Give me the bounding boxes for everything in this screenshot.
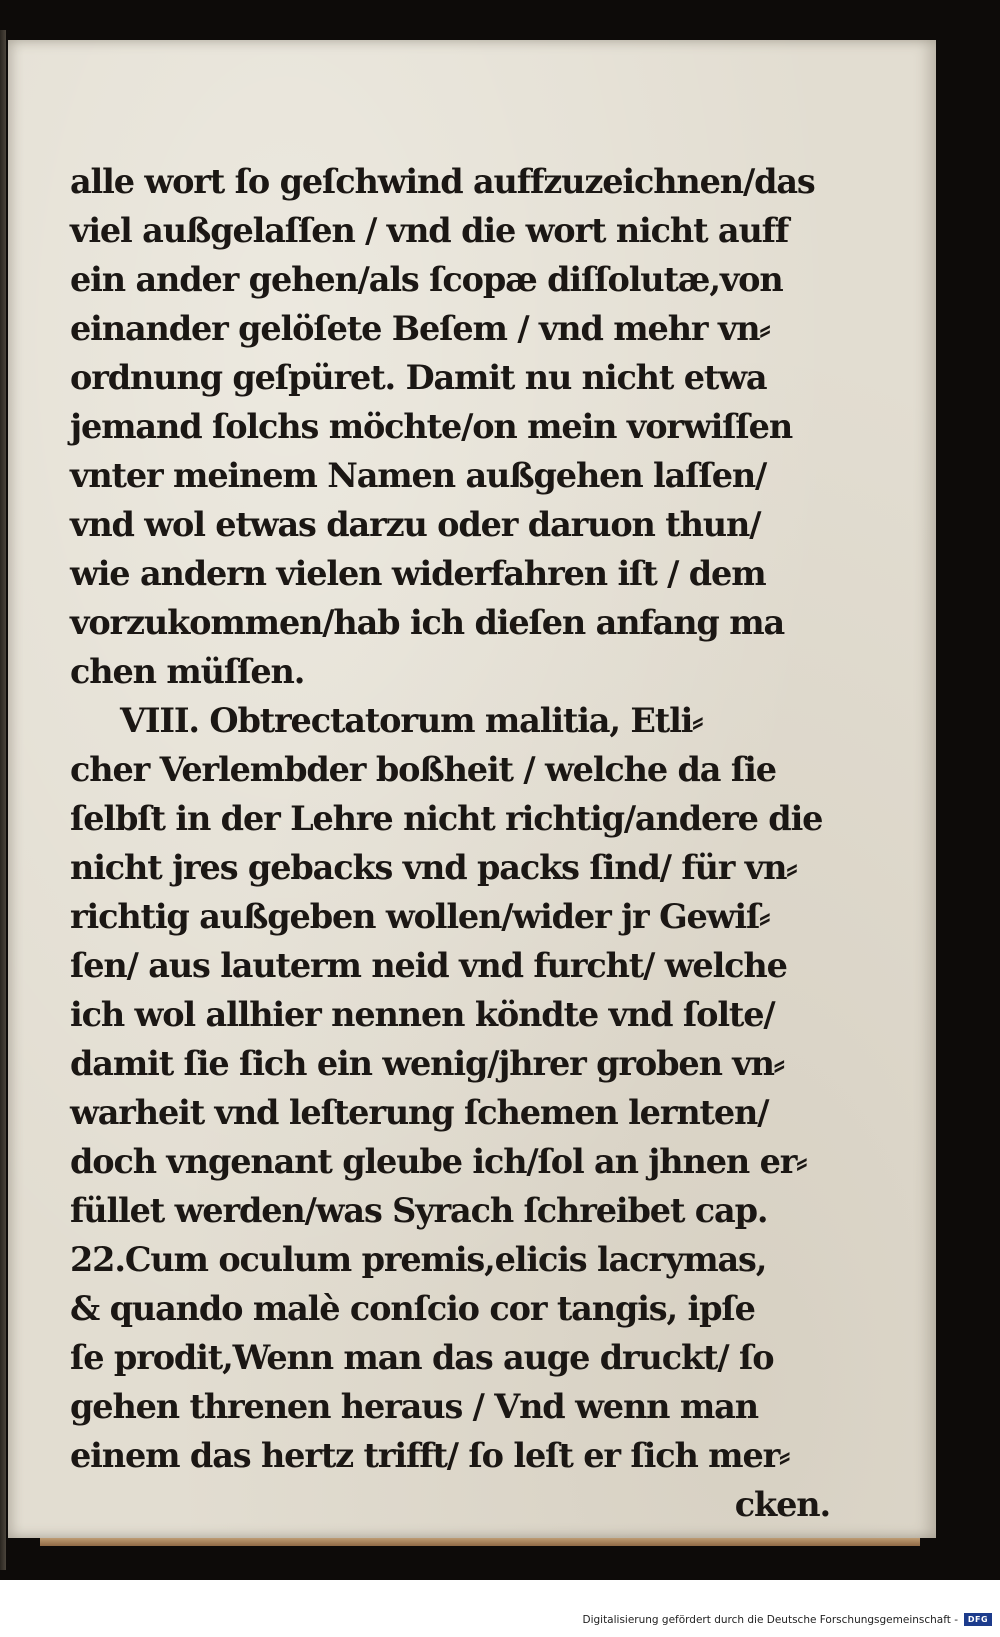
text-line-19: damit ſie ſich ein wenig/jhrer groben vn⸗ <box>70 1044 784 1083</box>
section-heading-viii: VIII. Obtrectatorum malitia, Etli⸗ <box>120 701 703 740</box>
text-line-17: ſen/ aus lauterm neid vnd furcht/ welche <box>70 946 787 985</box>
text-line-26: gehen threnen heraus / Vnd wenn man <box>70 1387 758 1426</box>
text-line-10: vorzukommen/hab ich dieſen anfang ma <box>70 603 785 642</box>
text-line-9: wie andern vielen widerfahren iſt / dem <box>70 554 766 593</box>
book-spine-edge <box>0 30 6 1570</box>
text-line-28: cken. <box>734 1485 830 1524</box>
text-line-25: ſe prodit,Wenn man das auge druckt/ ſo <box>70 1338 774 1377</box>
text-line-27: einem das hertz trifft/ ſo leſt er ſich mer⸗ <box>70 1436 790 1475</box>
text-line-5: ordnung geſpüret. Damit nu nicht etwa <box>70 358 767 397</box>
footer-bar <box>0 1592 1000 1637</box>
text-line-11: chen müſſen. <box>70 652 305 691</box>
dfg-logo-icon: DFG <box>964 1613 992 1626</box>
text-line-24: & quando malè conſcio cor tangis, ipſe <box>70 1289 755 1328</box>
text-line-14: ſelbſt in der Lehre nicht richtig/andere die <box>70 799 823 838</box>
text-line-22: füllet werden/was Syrach ſchreibet cap. <box>70 1191 768 1230</box>
text-line-21: doch vngenant gleube ich/ſol an jhnen er⸗ <box>70 1142 807 1181</box>
page-text-block <box>70 152 830 1532</box>
text-line-6: jemand ſolchs möchte/on mein vorwiſſen <box>70 407 793 446</box>
funding-credit: Digitalisierung gefördert durch die Deutsche Forschungsgemeinschaft - <box>582 1614 958 1626</box>
text-line-18: ich wol allhier nennen köndte vnd ſolte/ <box>70 995 775 1034</box>
text-line-3: ein ander gehen/als ſcopæ diſſolutæ,von <box>70 260 783 299</box>
text-line-23: 22.Cum oculum premis,elicis lacrymas, <box>70 1240 767 1279</box>
text-line-4: einander gelöſete Beſem / vnd mehr vn⸗ <box>70 309 770 348</box>
book-page <box>8 40 936 1538</box>
text-line-13: cher Verlembder boßheit / welche da ſie <box>70 750 776 789</box>
text-line-8: vnd wol etwas darzu oder daruon thun/ <box>70 505 761 544</box>
text-line-7: vnter meinem Namen außgehen laſſen/ <box>70 456 767 495</box>
text-line-20: warheit vnd leſterung ſchemen lernten/ <box>70 1093 769 1132</box>
text-line-15: nicht jres gebacks vnd packs ſind/ für vn⸗ <box>70 848 797 887</box>
text-line-1: alle wort ſo geſchwind auffzuzeichnen/das <box>70 162 815 201</box>
text-line-16: richtig außgeben wollen/wider jr Gewiſ⸗ <box>70 897 770 936</box>
text-line-2: viel außgelaſſen / vnd die wort nicht auff <box>70 211 789 250</box>
